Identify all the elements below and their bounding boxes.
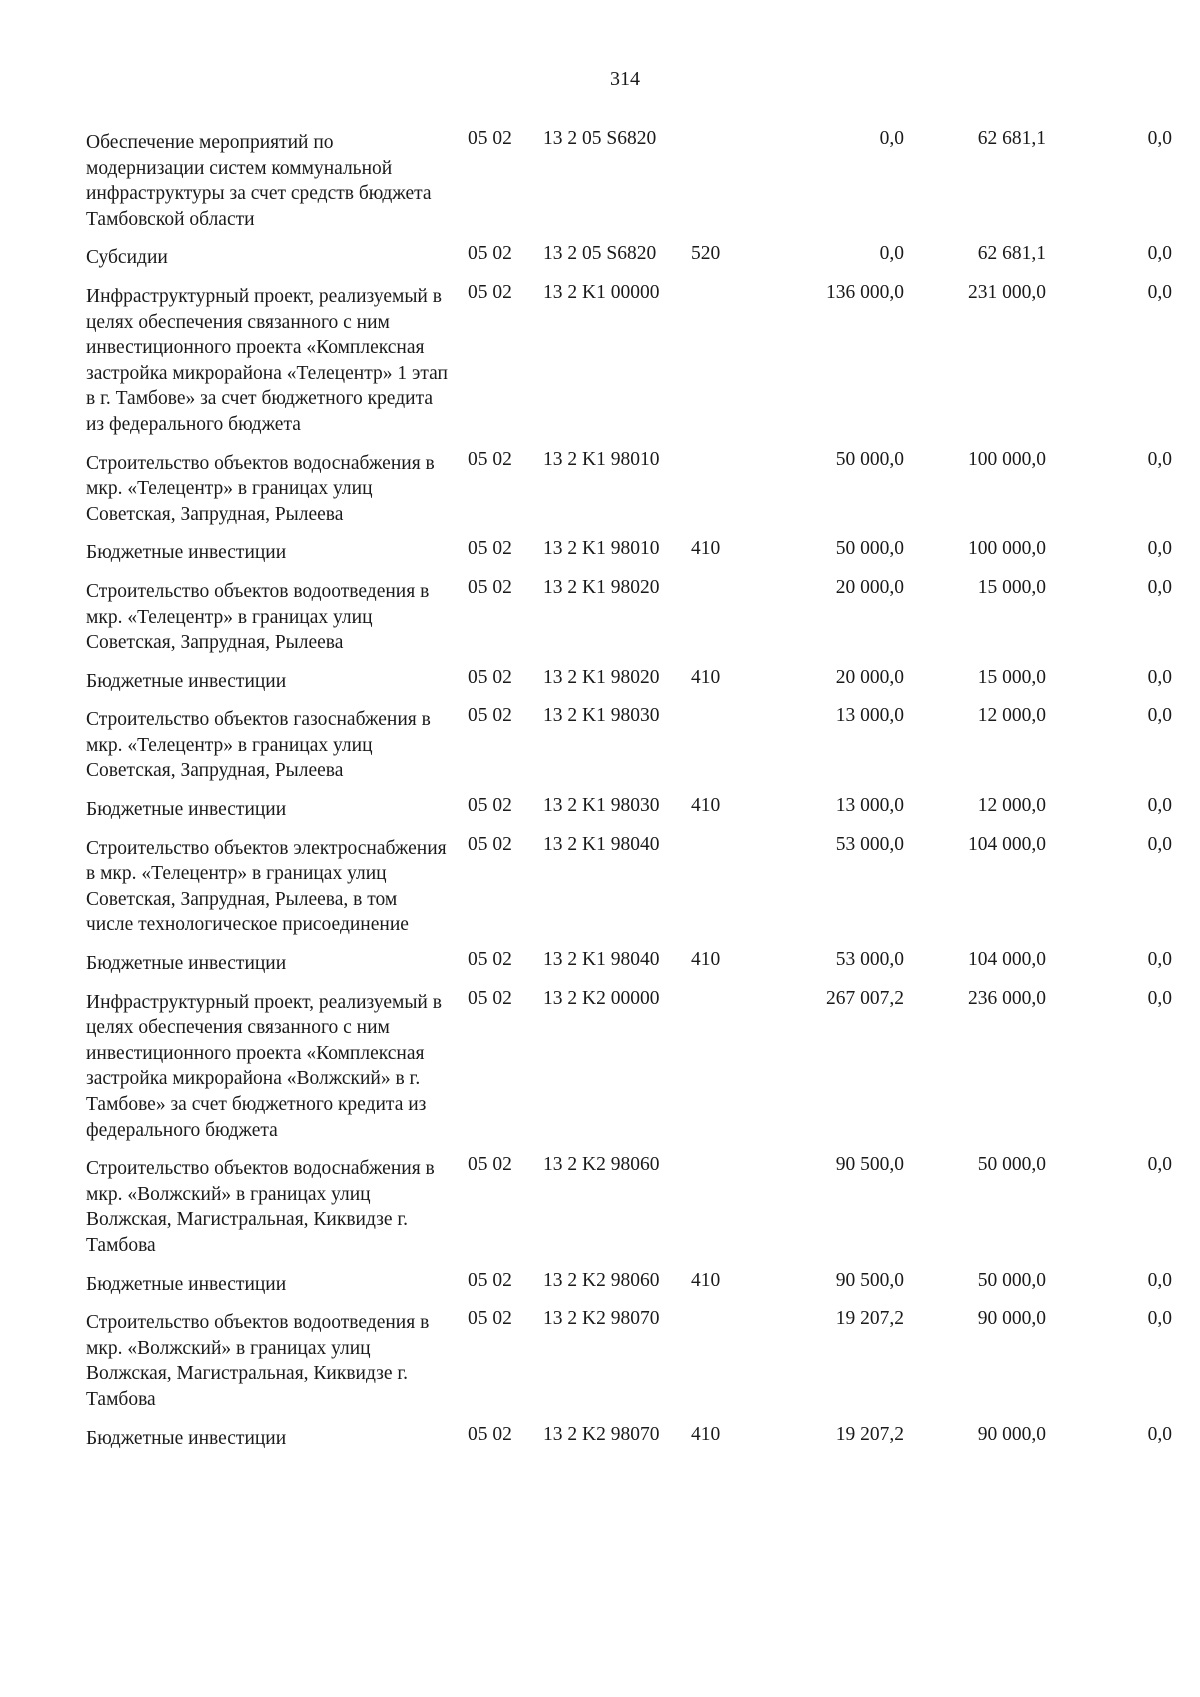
row-target-code: 13 2 K1 98010 [543, 538, 660, 560]
row-name: Строительство объектов водоотведения в мкр. «Волжский» в границах улиц Волжская, Магистральная, Киквидзе г. Тамбова [86, 1312, 430, 1410]
row-name: Субсидии [86, 247, 168, 269]
row-amount-year1: 136 000,0 [826, 281, 904, 303]
row-amount-year3: 0,0 [1147, 833, 1172, 855]
row-amount-year3: 0,0 [1147, 1269, 1172, 1291]
row-target-code: 13 2 K2 00000 [543, 987, 660, 1009]
row-section-code: 05 02 [468, 666, 512, 688]
row-expense-type [691, 986, 761, 1153]
row-amount-year1: 53 000,0 [835, 949, 904, 971]
row-section-code: 05 02 [468, 833, 512, 855]
row-name: Бюджетные инвестиции [86, 953, 287, 975]
table-row [86, 1152, 1176, 1267]
row-amount-year1: 20 000,0 [835, 666, 904, 688]
page-number: 314 [610, 68, 640, 90]
row-target-code: 13 2 K1 98030 [543, 705, 660, 727]
row-section-code: 05 02 [468, 705, 512, 727]
row-target-code: 13 2 05 S6820 [543, 128, 657, 149]
table-row [86, 241, 1176, 280]
row-amount-year3: 0,0 [1147, 538, 1172, 560]
row-section-code: 05 02 [468, 448, 512, 470]
row-name: Бюджетные инвестиции [86, 1273, 287, 1295]
row-amount-year2: 12 000,0 [977, 795, 1046, 817]
row-amount-year3: 0,0 [1147, 666, 1172, 688]
table-row [86, 575, 1176, 665]
row-amount-year2: 104 000,0 [968, 949, 1046, 971]
row-expense-type: 520 [691, 243, 721, 265]
row-section-code: 05 02 [468, 1269, 512, 1291]
row-amount-year2: 15 000,0 [977, 576, 1046, 598]
table-row [86, 1422, 1176, 1461]
row-amount-year3: 0,0 [1147, 795, 1172, 817]
row-amount-year2: 90 000,0 [977, 1308, 1046, 1330]
row-target-code: 13 2 K2 98070 [543, 1308, 660, 1330]
table-body [86, 126, 1176, 1460]
row-expense-type [691, 126, 761, 241]
row-section-code: 05 02 [468, 987, 512, 1009]
row-name: Строительство объектов водоснабжения в мкр. «Волжский» в границах улиц Волжская, Магистральная, Киквидзе г. Тамбова [86, 1158, 435, 1256]
row-expense-type: 410 [691, 1269, 721, 1291]
row-section-code: 05 02 [468, 1154, 512, 1176]
table-row [86, 126, 1176, 241]
row-amount-year1: 90 500,0 [835, 1154, 904, 1176]
row-expense-type: 410 [691, 795, 721, 817]
row-name: Инфраструктурный проект, реализуемый в целях обеспечения связанного с ним инвестиционного проекта «Комплексная застройка микрорайона «Волжский» в г. Тамбове» за счет бюджетного кредита из федерального бюджета [86, 991, 442, 1141]
row-amount-year1: 19 207,2 [835, 1423, 904, 1445]
row-amount-year3: 0,0 [1147, 243, 1172, 265]
row-name: Бюджетные инвестиции [86, 670, 287, 692]
row-amount-year1: 53 000,0 [835, 833, 904, 855]
row-section-code: 05 02 [468, 1423, 512, 1445]
row-amount-year2: 50 000,0 [977, 1269, 1046, 1291]
table-row [86, 832, 1176, 947]
row-expense-type [691, 280, 761, 447]
row-name: Обеспечение мероприятий по модернизации систем коммунальной инфраструктуры за счет средств бюджета Тамбовской области [86, 132, 432, 230]
row-name: Бюджетные инвестиции [86, 542, 287, 564]
table-row [86, 1306, 1176, 1421]
row-amount-year1: 19 207,2 [835, 1308, 904, 1330]
row-amount-year1: 90 500,0 [835, 1269, 904, 1291]
row-name: Строительство объектов газоснабжения в мкр. «Телецентр» в границах улиц Советская, Запрудная, Рылеева [86, 709, 431, 782]
row-amount-year3: 0,0 [1147, 448, 1172, 470]
row-expense-type [691, 703, 761, 793]
row-amount-year2: 236 000,0 [968, 987, 1046, 1009]
row-amount-year2: 100 000,0 [968, 448, 1046, 470]
table-row [86, 280, 1176, 447]
row-expense-type: 410 [691, 1423, 721, 1445]
row-amount-year2: 62 681,1 [977, 243, 1046, 265]
row-amount-year1: 13 000,0 [835, 705, 904, 727]
row-amount-year1: 0,0 [879, 128, 904, 149]
row-target-code: 13 2 K1 98030 [543, 795, 660, 817]
row-target-code: 13 2 K2 98060 [543, 1154, 660, 1176]
row-name: Строительство объектов водоснабжения в мкр. «Телецентр» в границах улиц Советская, Запрудная, Рылеева [86, 452, 435, 525]
row-amount-year1: 20 000,0 [835, 576, 904, 598]
row-expense-type: 410 [691, 666, 721, 688]
row-amount-year2: 15 000,0 [977, 666, 1046, 688]
row-target-code: 13 2 K1 98040 [543, 833, 660, 855]
row-name: Строительство объектов водоотведения в мкр. «Телецентр» в границах улиц Советская, Запрудная, Рылеева [86, 580, 430, 654]
row-target-code: 13 2 K2 98070 [543, 1423, 660, 1445]
row-section-code: 05 02 [468, 243, 512, 265]
row-section-code: 05 02 [468, 1308, 512, 1330]
row-target-code: 13 2 K1 98040 [543, 949, 660, 971]
row-expense-type [691, 447, 761, 537]
row-amount-year1: 50 000,0 [835, 538, 904, 560]
row-target-code: 13 2 K1 98010 [543, 448, 660, 470]
row-amount-year2: 12 000,0 [977, 705, 1046, 727]
row-amount-year2: 104 000,0 [968, 833, 1046, 855]
budget-table [86, 126, 1176, 1460]
row-expense-type [691, 575, 761, 665]
row-amount-year2: 231 000,0 [968, 281, 1046, 303]
row-amount-year3: 0,0 [1147, 987, 1172, 1009]
row-amount-year2: 50 000,0 [977, 1154, 1046, 1176]
row-amount-year3: 0,0 [1147, 128, 1172, 149]
row-amount-year1: 267 007,2 [826, 987, 904, 1009]
row-amount-year1: 13 000,0 [835, 795, 904, 817]
row-amount-year3: 0,0 [1147, 949, 1172, 971]
row-amount-year3: 0,0 [1147, 281, 1172, 303]
table-row [86, 665, 1176, 704]
row-expense-type: 410 [691, 949, 721, 971]
row-name: Инфраструктурный проект, реализуемый в целях обеспечения связанного с ним инвестиционного проекта «Комплексная застройка микрорайона «Телецентр» 1 этап в г. Тамбове» за счет бюджетного кредита из федерального бюджета [86, 285, 448, 435]
row-amount-year1: 50 000,0 [835, 448, 904, 470]
row-amount-year3: 0,0 [1147, 705, 1172, 727]
row-name: Строительство объектов электроснабжения в мкр. «Телецентр» в границах улиц Советская, Запрудная, Рылеева, в том числе технологическое присоединение [86, 837, 447, 936]
row-expense-type [691, 1306, 761, 1421]
row-amount-year2: 62 681,1 [977, 128, 1046, 149]
table-row [86, 536, 1176, 575]
row-section-code: 05 02 [468, 795, 512, 817]
row-amount-year3: 0,0 [1147, 576, 1172, 598]
row-name: Бюджетные инвестиции [86, 799, 287, 821]
row-target-code: 13 2 K1 98020 [543, 666, 660, 688]
row-target-code: 13 2 K1 00000 [543, 281, 660, 303]
table-row [86, 1268, 1176, 1307]
row-amount-year2: 100 000,0 [968, 538, 1046, 560]
table-row [86, 793, 1176, 832]
row-section-code: 05 02 [468, 538, 512, 560]
row-section-code: 05 02 [468, 128, 512, 149]
row-name: Бюджетные инвестиции [86, 1427, 287, 1449]
table-row [86, 447, 1176, 537]
row-amount-year3: 0,0 [1147, 1423, 1172, 1445]
table-row [86, 703, 1176, 793]
row-target-code: 13 2 K2 98060 [543, 1269, 660, 1291]
row-expense-type [691, 832, 761, 947]
row-section-code: 05 02 [468, 949, 512, 971]
row-amount-year2: 90 000,0 [977, 1423, 1046, 1445]
row-target-code: 13 2 K1 98020 [543, 576, 660, 598]
row-amount-year3: 0,0 [1147, 1154, 1172, 1176]
row-section-code: 05 02 [468, 576, 512, 598]
row-amount-year1: 0,0 [879, 243, 904, 265]
row-target-code: 13 2 05 S6820 [543, 243, 657, 265]
row-section-code: 05 02 [468, 281, 512, 303]
row-expense-type: 410 [691, 538, 721, 560]
table-row [86, 947, 1176, 986]
row-expense-type [691, 1152, 761, 1267]
row-amount-year3: 0,0 [1147, 1308, 1172, 1330]
table-row [86, 986, 1176, 1153]
